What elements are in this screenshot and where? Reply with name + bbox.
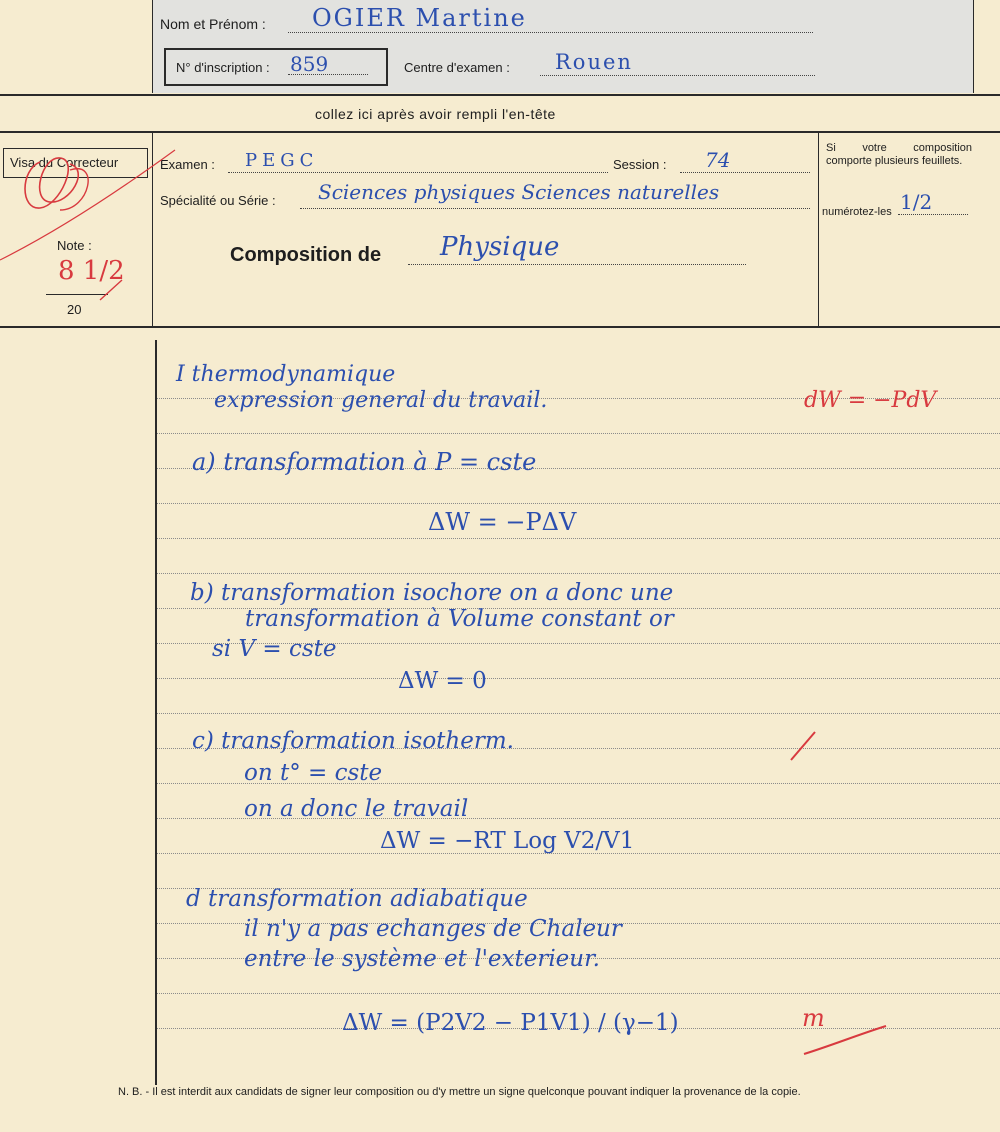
session-label: Session : [613, 157, 667, 172]
collez-instruction: collez ici après avoir rempli l'en-tête [315, 106, 556, 122]
ruled-line [157, 713, 1000, 714]
answer-line: ΔW = 0 [398, 668, 487, 694]
answer-line: ΔW = −PΔV [428, 508, 577, 536]
ruled-line [157, 433, 1000, 434]
visa-label: Visa du Correcteur [10, 155, 119, 170]
answer-line: ΔW = −RT Log V2/V1 [380, 828, 635, 854]
note-value: 8 1/2 [58, 256, 125, 286]
ruled-line [157, 503, 1000, 504]
footer-note: N. B. - Il est interdit aux candidats de signer leur composition ou d'y mettre un signe quelconque pouvant indiquer la provenance de la copie. [118, 1086, 801, 1098]
examen-label: Examen : [160, 157, 215, 172]
name-value: OGIER Martine [312, 4, 527, 32]
note-denominator: 20 [67, 302, 82, 317]
centre-label: Centre d'examen : [404, 60, 510, 75]
ruled-line [157, 678, 1000, 679]
ruled-line [157, 993, 1000, 994]
answer-line: transformation à Volume constant or [245, 606, 674, 632]
inscription-value: 859 [290, 52, 329, 76]
numerotez-value: 1/2 [900, 190, 933, 214]
answer-line: I thermodynamique [176, 362, 396, 387]
ruled-line [157, 573, 1000, 574]
correction-tick [785, 726, 825, 766]
inscription-label: N° d'inscription : [176, 60, 270, 75]
name-label: Nom et Prénom : [160, 16, 266, 32]
numerotez-label: numérotez-les [822, 206, 892, 218]
specialite-value: Sciences physiques Sciences naturelles [318, 180, 720, 204]
answer-line: ΔW = (P2V2 − P1V1) / (γ−1) [342, 1010, 679, 1036]
answer-line: on a donc le travail [244, 796, 469, 822]
answer-line: a) transformation à P = cste [192, 448, 537, 476]
correction-stroke [800, 1020, 890, 1060]
centre-value: Rouen [555, 50, 633, 74]
answer-line: b) transformation isochore on a donc une [190, 580, 674, 606]
composition-label: Composition de [230, 244, 382, 266]
composition-value: Physique [440, 232, 560, 262]
examen-value: PEGC [245, 150, 319, 171]
answer-line: c) transformation isotherm. [192, 728, 514, 754]
session-value: 74 [705, 148, 731, 172]
answer-line: entre le système et l'exterieur. [244, 946, 600, 972]
multi-sheet-instructions: Si votre composition comporte plusieurs feuillets. [826, 142, 972, 167]
correction-mark-m: m [802, 1004, 825, 1032]
answer-line: d transformation adiabatique [186, 886, 528, 912]
answer-line: expression general du travail. [214, 388, 548, 413]
note-label: Note : [57, 238, 92, 253]
answer-line: si V = cste [212, 636, 337, 662]
specialite-label: Spécialité ou Série : [160, 193, 276, 208]
ruled-line [157, 538, 1000, 539]
corrector-signature [0, 130, 180, 430]
correction-dw: dW = −PdV [804, 388, 937, 413]
answer-line: il n'y a pas echanges de Chaleur [244, 916, 622, 942]
answer-line: on t° = cste [244, 760, 383, 786]
